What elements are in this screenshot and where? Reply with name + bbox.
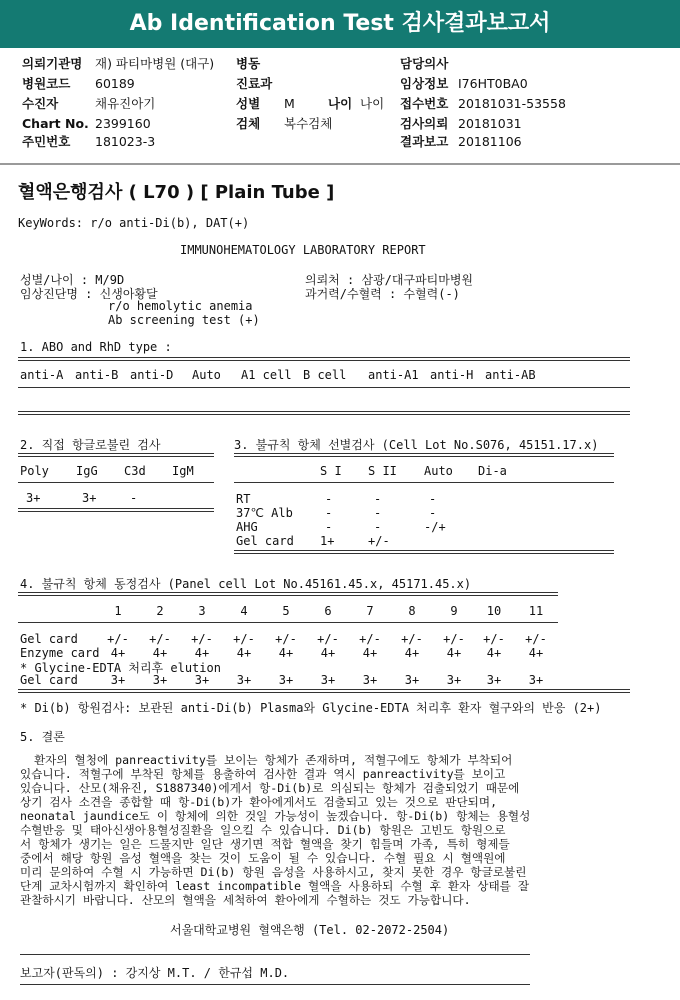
screen-row-label: 37℃ Alb — [236, 506, 293, 520]
recipient-value: 채유진아기 — [95, 96, 156, 111]
screen-cell: -/+ — [424, 520, 446, 534]
screen-header-s1: S I — [320, 464, 342, 478]
panel-cell: 3+ — [194, 673, 210, 687]
screen-cell: - — [429, 492, 437, 506]
screen-cell: - — [374, 520, 382, 534]
hospital-contact: 서울대학교병원 혈액은행 (Tel. 02-2072-2504) — [170, 923, 450, 937]
panel-cell: 3+ — [528, 673, 544, 687]
single-rule — [20, 954, 530, 955]
panel-cell: +/- — [233, 632, 255, 646]
panel-column-header: 1 — [114, 604, 122, 618]
panel-cell: 3+ — [236, 673, 252, 687]
hospital-code-value: 60189 — [95, 76, 135, 91]
screen-cell: - — [374, 506, 382, 520]
conclusion-line: 상기 검사 소견을 종합할 때 항-Di(b)가 환아에게서도 검출되고 있는 것으로 판단되며, — [20, 795, 498, 809]
panel-cell: +/- — [107, 632, 129, 646]
dat-value-poly: 3+ — [26, 491, 41, 505]
sex-value: M — [284, 96, 295, 111]
conclusion-line: 있습니다. 적혈구에 부착된 항체를 용출하여 검사한 결과 역시 panreactivity를 보이고 — [20, 767, 506, 781]
doctor-label: 담당의사 — [400, 56, 449, 71]
screen-cell: - — [325, 520, 333, 534]
report-banner-title: Ab Identification Test 검사결과보고서 — [0, 0, 680, 48]
panel-cell: 4+ — [110, 646, 126, 660]
reporter: 보고자(판독의) : 강지상 M.T. / 한규섭 M.D. — [20, 966, 290, 980]
panel-cell: 4+ — [446, 646, 462, 660]
panel-column-header: 6 — [324, 604, 332, 618]
panel-cell: 3+ — [320, 673, 336, 687]
panel-column-header: 11 — [528, 604, 544, 618]
dat-header-igm: IgM — [172, 464, 194, 478]
panel-cell: +/- — [149, 632, 171, 646]
specimen-value: 복수검체 — [284, 116, 333, 131]
resident-no-value: 181023-3 — [95, 134, 156, 149]
panel-cell: 4+ — [528, 646, 544, 660]
conclusion-line: 미리 문의하여 수혈 시 가능하면 Di(b) 항원 음성을 사용하시고, 찾지 못한 경우 항글로불린 — [20, 865, 527, 879]
panel-row-label: Gel card — [20, 632, 78, 646]
di-b-antigen-note: * Di(b) 항원검사: 보관된 anti-Di(b) Plasma와 Glycine-EDTA 처리후 환자 혈구와의 반응 (2+) — [20, 701, 602, 715]
screen-header-di-a: Di-a — [478, 464, 507, 478]
double-rule — [18, 592, 558, 596]
single-rule — [18, 387, 630, 388]
double-rule — [18, 453, 214, 457]
panel-cell: 3+ — [404, 673, 420, 687]
header-divider — [0, 163, 680, 165]
screen-header-s2: S II — [368, 464, 397, 478]
panel-cell: 4+ — [320, 646, 336, 660]
section-title: 혈액은행검사 ( L70 ) [ Plain Tube ] — [18, 182, 335, 203]
panel-cell: 4+ — [236, 646, 252, 660]
panel-cell: 4+ — [152, 646, 168, 660]
panel-cell: +/- — [525, 632, 547, 646]
request-date-label: 검사의뢰 — [400, 116, 449, 131]
double-rule — [18, 411, 630, 415]
screen-cell: - — [374, 492, 382, 506]
panel-row-label: * Glycine-EDTA 처리후 elution — [20, 661, 221, 675]
panel-cell: 3+ — [362, 673, 378, 687]
panel-cell: 4+ — [486, 646, 502, 660]
diagnosis-line-2: r/o hemolytic anemia — [108, 299, 253, 313]
section-2-title: 2. 직접 항글로불린 검사 — [20, 438, 161, 452]
report-date-value: 20181106 — [458, 134, 522, 149]
single-rule — [234, 482, 614, 483]
screen-row-label: RT — [236, 492, 251, 506]
panel-cell: 4+ — [194, 646, 210, 660]
keywords: KeyWords: r/o anti-Di(b), DAT(+) — [18, 216, 250, 230]
dat-header-c3d: C3d — [124, 464, 146, 478]
panel-row-label: Gel card — [20, 673, 78, 687]
section-4-title: 4. 불규칙 항체 동정검사 (Panel cell Lot No.45161.45.x, 45171.45.x) — [20, 577, 472, 591]
panel-cell: 4+ — [404, 646, 420, 660]
resident-no-label: 주민번호 — [22, 134, 71, 149]
single-rule — [18, 622, 558, 623]
receipt-no-label: 접수번호 — [400, 96, 449, 111]
institution-label: 의뢰기관명 — [22, 56, 83, 71]
age-value: 나이 — [360, 96, 385, 111]
abo-header-anti-a1: anti-A1 — [368, 368, 419, 382]
diagnosis-line-3: Ab screening test (+) — [108, 313, 260, 327]
panel-cell: +/- — [401, 632, 423, 646]
abo-header-a1-cell: A1 cell — [241, 368, 292, 382]
single-rule — [18, 482, 214, 483]
double-rule — [234, 550, 614, 554]
dat-header-igg: IgG — [76, 464, 98, 478]
abo-header-b-cell: B cell — [303, 368, 347, 382]
panel-cell: +/- — [359, 632, 381, 646]
abo-header-anti-ab: anti-AB — [485, 368, 536, 382]
conclusion-line: 관찰하시기 바랍니다. 산모의 혈액을 세척하여 환아에게 수혈하는 것도 가능합니다. — [20, 893, 471, 907]
screen-cell: - — [325, 492, 333, 506]
screen-cell: 1+ — [320, 534, 335, 548]
panel-cell: 4+ — [278, 646, 294, 660]
panel-cell: 3+ — [110, 673, 126, 687]
abo-header-anti-a: anti-A — [20, 368, 64, 382]
institution-value: 재) 파티마병원 (대구) — [95, 56, 215, 71]
panel-column-header: 3 — [198, 604, 206, 618]
clinical-info-value: I76HT0BA0 — [458, 76, 528, 91]
referrer: 의뢰처 : 삼광/대구파티마병원 — [305, 273, 474, 287]
panel-column-header: 4 — [240, 604, 248, 618]
report-date-label: 결과보고 — [400, 134, 449, 149]
panel-column-header: 10 — [486, 604, 502, 618]
dat-value-igg: 3+ — [82, 491, 97, 505]
conclusion-line: 있습니다. 산모(채유진, S1887340)에게서 항-Di(b)로 의심되는 항체가 검출되었기 때문에 — [20, 781, 520, 795]
double-rule — [234, 453, 614, 457]
panel-cell: 3+ — [446, 673, 462, 687]
double-rule — [18, 508, 214, 512]
panel-column-header: 5 — [282, 604, 290, 618]
specimen-label: 검체 — [236, 116, 261, 131]
conclusion-line: 서 항체가 생기는 일은 드물지만 일단 생기면 적합 혈액을 찾기 힘들며 가족, 특히 형제들 — [20, 837, 510, 851]
abo-header-auto: Auto — [192, 368, 221, 382]
screen-cell: - — [429, 506, 437, 520]
screen-header-auto: Auto — [424, 464, 453, 478]
panel-cell: 4+ — [362, 646, 378, 660]
hospital-code-label: 병원코드 — [22, 76, 71, 91]
panel-cell: 3+ — [278, 673, 294, 687]
ward-label: 병동 — [236, 56, 261, 71]
screen-row-label: AHG — [236, 520, 258, 534]
screen-row-label: Gel card — [236, 534, 294, 548]
sex-label: 성별 — [236, 96, 261, 111]
abo-header-anti-b: anti-B — [75, 368, 119, 382]
section-5-title: 5. 결론 — [20, 730, 65, 744]
chart-no-label: Chart No. — [22, 116, 89, 131]
panel-cell: 3+ — [152, 673, 168, 687]
panel-cell: +/- — [483, 632, 505, 646]
abo-header-anti-h: anti-H — [430, 368, 474, 382]
screen-cell: - — [325, 506, 333, 520]
request-date-value: 20181031 — [458, 116, 522, 131]
panel-column-header: 9 — [450, 604, 458, 618]
panel-column-header: 7 — [366, 604, 374, 618]
dat-value-c3d: - — [130, 491, 138, 505]
panel-cell: 3+ — [486, 673, 502, 687]
section-3-title: 3. 불규칙 항체 선별검사 (Cell Lot No.S076, 45151.17.x) — [234, 438, 599, 452]
panel-column-header: 2 — [156, 604, 164, 618]
panel-row-label: Enzyme card — [20, 646, 100, 660]
section-1-title: 1. ABO and RhD type : — [20, 340, 172, 354]
chart-no-value: 2399160 — [95, 116, 151, 131]
panel-cell: +/- — [191, 632, 213, 646]
panel-cell: +/- — [275, 632, 297, 646]
conclusion-line: 단계 교차시험까지 확인하여 least incompatible 혈액을 사용하되 수혈 후 환자 상태를 잘 — [20, 879, 530, 893]
conclusion-line: 수혈반응 및 태아신생아용혈성질환을 일으킬 수 있습니다. Di(b) 항원은 고빈도 항원으로 — [20, 823, 506, 837]
clinical-info-label: 임상정보 — [400, 76, 449, 91]
recipient-label: 수진자 — [22, 96, 59, 111]
lab-report-title: IMMUNOHEMATOLOGY LABORATORY REPORT — [180, 243, 426, 257]
single-rule — [20, 984, 530, 985]
department-label: 진료과 — [236, 76, 273, 91]
receipt-no-value: 20181031-53558 — [458, 96, 566, 111]
double-rule — [18, 357, 630, 361]
panel-cell: +/- — [443, 632, 465, 646]
conclusion-line: 환자의 혈청에 panreactivity를 보이는 항체가 존재하며, 적혈구에도 항체가 부착되어 — [20, 753, 513, 767]
transfusion-history: 과거력/수혈력 : 수혈력(-) — [305, 287, 460, 301]
sex-age: 성별/나이 : M/9D — [20, 273, 125, 287]
screen-cell: +/- — [368, 534, 390, 548]
double-rule — [18, 689, 630, 693]
panel-cell: +/- — [317, 632, 339, 646]
conclusion-line: 중에서 해당 항원 음성 혈액을 찾는 것이 도움이 될 수 있습니다. 수혈 필요 시 혈액원에 — [20, 851, 506, 865]
conclusion-line: neonatal jaundice도 이 항체에 의한 것일 가능성이 높겠습니다. 항-Di(b) 항체는 용혈성 — [20, 809, 531, 823]
panel-column-header: 8 — [408, 604, 416, 618]
diagnosis-line-1: 임상진단명 : 신생아황달 — [20, 287, 158, 301]
age-label: 나이 — [328, 96, 353, 111]
dat-header-poly: Poly — [20, 464, 49, 478]
abo-header-anti-d: anti-D — [130, 368, 174, 382]
